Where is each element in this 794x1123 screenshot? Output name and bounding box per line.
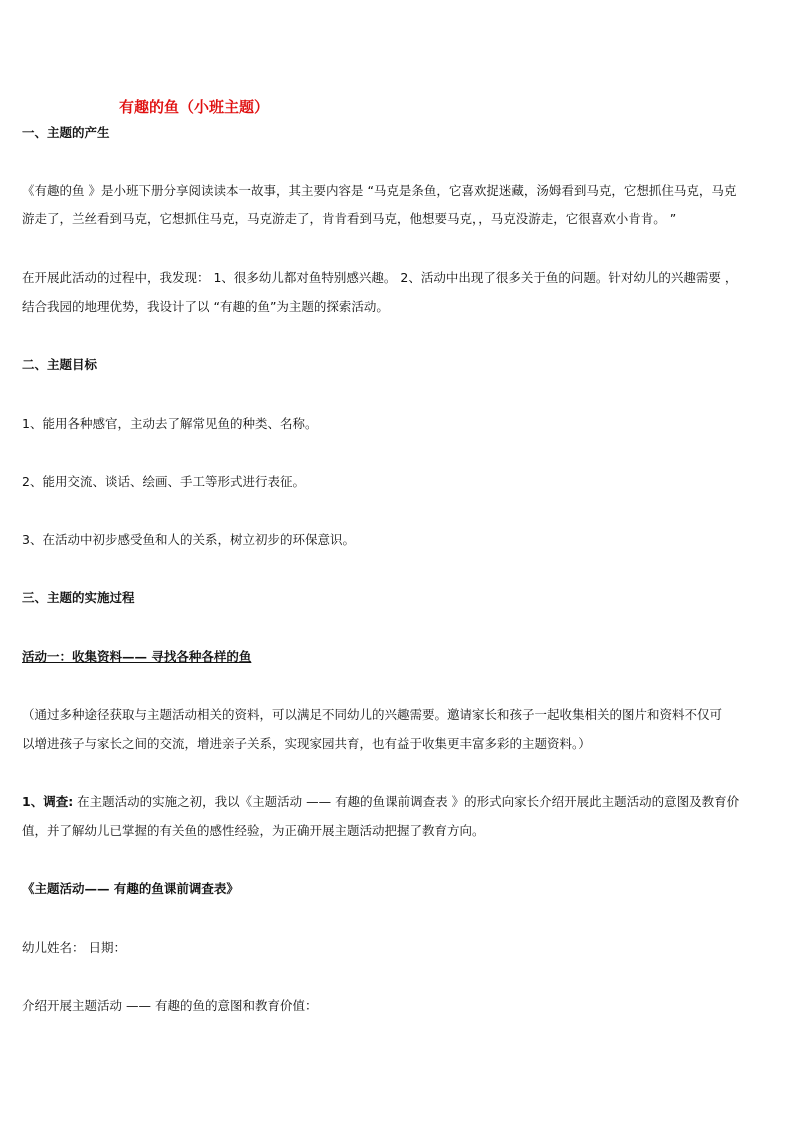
paragraph-survey-line-2: 值，并了解幼儿已掌握的有关鱼的感性经验，为正确开展主题活动把握了教育方向。 (22, 823, 485, 838)
paragraph-materials-line-1: （通过多种途径获取与主题活动相关的资料，可以满足不同幼儿的兴趣需要。邀请家长和孩子一起收集相关的图片和资料不仅可 (22, 707, 723, 722)
goal-item-2: 2、能用交流、谈话、绘画、手工等形式进行表征。 (22, 474, 305, 489)
activity-heading: 活动一：收集资料—— 寻找各种各样的鱼 (22, 649, 252, 664)
paragraph-discovery-line-2: 结合我园的地理优势，我设计了以 “有趣的鱼”为主题的探索活动。 (22, 299, 389, 314)
survey-line-1-text: 在主题活动的实施之初，我以《主题活动 —— 有趣的鱼课前调查表 》的形式向家长介绍开展此主题活动的意图及教育价 (73, 794, 740, 809)
section-heading-process: 三、主题的实施过程 (22, 590, 135, 605)
child-name-date-line: 幼儿姓名： 日期： (22, 940, 126, 955)
survey-lead-label: 1、调查: (22, 794, 74, 809)
document-title: 有趣的鱼（小班主题） (119, 98, 270, 116)
paragraph-story-line-1: 《有趣的鱼 》是小班下册分享阅读读本一故事，其主要内容是 “马克是条鱼，它喜欢捉迷藏，汤姆看到马克，它想抓住马克，马克 (22, 183, 737, 198)
paragraph-discovery-line-1: 在开展此活动的过程中，我发现： 1、很多幼儿都对鱼特别感兴趣。 2、活动中出现了很多关于鱼的问题。针对幼儿的兴趣需要 ， (22, 270, 738, 285)
goal-item-3: 3、在活动中初步感受鱼和人的关系，树立初步的环保意识。 (22, 532, 355, 547)
paragraph-survey-line-1 (22, 793, 766, 810)
section-heading-goals: 二、主题目标 (22, 357, 98, 372)
intro-purpose-line: 介绍开展主题活动 —— 有趣的鱼的意图和教育价值： (22, 998, 318, 1013)
paragraph-story-line-2: 游走了，兰丝看到马克，它想抓住马克，马克游走了，肯肯看到马克，他想要马克，，马克没游走，它很喜欢小肯肯。 ” (22, 211, 677, 226)
paragraph-materials-line-2: 以增进孩子与家长之间的交流，增进亲子关系，实现家园共育，也有益于收集更丰富多彩的主题资料。） (22, 736, 591, 751)
section-heading-origin: 一、主题的产生 (22, 125, 110, 140)
goal-item-1: 1、能用各种感官，主动去了解常见鱼的种类、名称。 (22, 416, 318, 431)
survey-form-title: 《主题活动—— 有趣的鱼课前调查表》 (22, 881, 239, 896)
